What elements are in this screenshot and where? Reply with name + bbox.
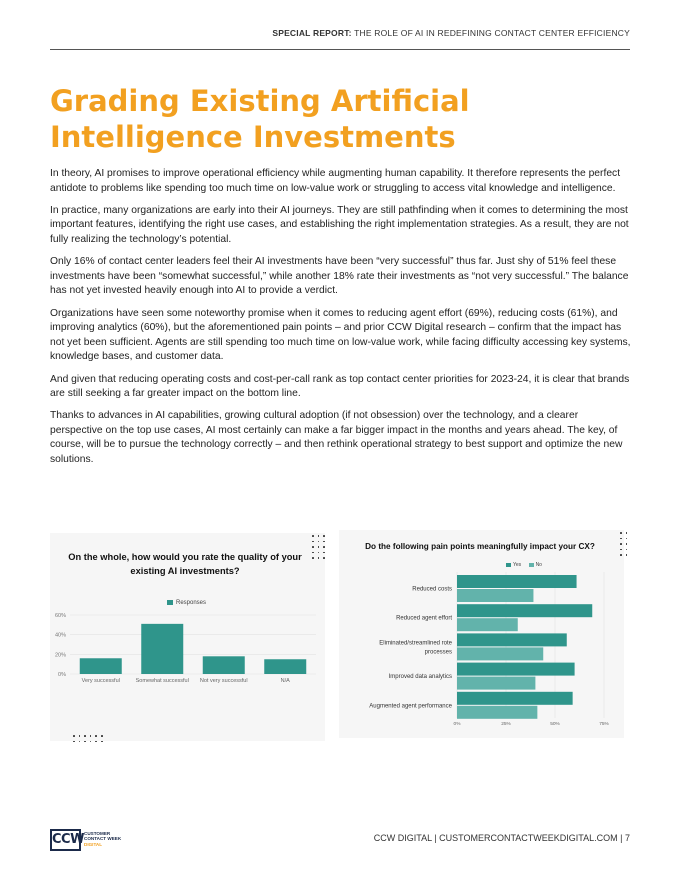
bar — [457, 604, 592, 617]
rating-chart-title: On the whole, how would you rate the quality of your existing AI investments? — [68, 552, 302, 576]
logo-line: DIGITAL — [84, 841, 103, 847]
x-tick-label: 50% — [550, 722, 560, 727]
category-label: Improved data analytics — [388, 674, 452, 681]
rating-bar-chart — [50, 533, 325, 741]
bar — [457, 589, 533, 602]
bar — [457, 677, 535, 690]
category-label: processes — [424, 649, 452, 656]
category-label: Reduced agent effort — [396, 615, 452, 622]
paragraph: In theory, AI promises to improve operational efficiency while augmenting human capability. It therefore represents the perfect antidote to problems like spending too much time on low-value work or struggling to access vital knowledge and intelligence. — [50, 168, 621, 194]
bar — [457, 618, 518, 631]
legend-label: Responses — [176, 600, 207, 607]
logo-mark: CCW — [50, 829, 81, 851]
paragraph: Organizations have seen some noteworthy promise when it comes to reducing agent effort (69%), reducing costs (61%), and improving analytics (60%), but the aforementioned pain points – and prior CCW Digital research – confirm that the impact has not yet been sufficient. Agents are still spending too much time on low-value work, while facing difficulty accessing key systems, knowledge bases, and customer data. — [50, 307, 631, 363]
page-title: Grading Existing Artificial Intelligence Investments — [50, 84, 470, 154]
legend-label-no: No — [535, 562, 542, 568]
article-body — [50, 167, 633, 475]
bar — [457, 575, 577, 588]
footer-text: CCW DIGITAL | CUSTOMERCONTACTWEEKDIGITAL.COM | 7 — [373, 833, 630, 843]
logo-line: CONTACT WEEK — [84, 836, 122, 842]
x-tick-label: 25% — [501, 722, 511, 727]
report-header — [50, 28, 630, 38]
report-title: THE ROLE OF AI IN REDEFINING CONTACT CENTER EFFICIENCY — [351, 28, 630, 38]
x-tick-label: 75% — [599, 722, 609, 727]
report-label: SPECIAL REPORT: — [272, 28, 352, 38]
bar — [457, 706, 537, 719]
bar — [80, 658, 122, 674]
category-label: Eliminated/streamlined rote — [379, 640, 452, 647]
bar — [264, 659, 306, 674]
bar — [457, 633, 567, 646]
header-divider — [50, 49, 630, 50]
x-tick-label: Somewhat successful — [135, 678, 189, 684]
bar — [141, 624, 183, 674]
paragraph: Only 16% of contact center leaders feel their AI investments have been “very successful” thus far. Just shy of 51% feel these investments have been “somewhat successful,” while another 18% rate their investments as “not very successful.” The balance has not yet invested heavily enough into AI to provide a verdict. — [50, 256, 629, 297]
bar — [457, 647, 543, 660]
x-tick-label: N/A — [280, 678, 290, 684]
bar — [457, 692, 573, 705]
category-label: Reduced costs — [412, 586, 452, 593]
bar — [457, 663, 575, 676]
paragraph: Thanks to advances in AI capabilities, growing cultural adoption (if not obsession) over the technology, and a clearer perspective on the top use cases, AI most certainly can make a far bigger impact in the months and years ahead. The key, of course, will be to pursue the technology correctly – and then rethink operational strategy to best support and optimize the new solutions. — [50, 410, 623, 466]
x-tick-label: 0% — [453, 722, 461, 727]
x-tick-label: Not very successful — [199, 678, 248, 684]
y-tick-label: 0% — [58, 672, 66, 678]
logo-wordmark — [84, 831, 121, 847]
decorative-dots — [73, 735, 103, 742]
bar — [203, 656, 245, 674]
y-tick-label: 20% — [54, 652, 66, 659]
pain-points-bar-chart — [339, 530, 624, 738]
y-tick-label: 60% — [54, 613, 66, 619]
paragraph: And given that reducing operating costs and cost-per-call rank as top contact center priorities for 2023-24, it is clear that brands are still seeking a far greater impact on the bottom line. — [50, 373, 630, 400]
paragraph: In practice, many organizations are early into their AI journeys. They are still pathfinding when it comes to determining the most important features, identifying the right use cases, and establishing the right implementation strategies. As a result, they are not fully realizing the technology’s potential. — [50, 204, 629, 245]
legend-label-yes: Yes — [513, 562, 522, 568]
pain-points-chart-title: Do the following pain points meaningfully impact your CX? — [365, 542, 595, 551]
y-tick-label: 40% — [54, 632, 66, 639]
category-label: Augmented agent performance — [369, 703, 452, 710]
logo-line: CUSTOMER — [84, 831, 111, 836]
x-tick-label: Very successful — [81, 678, 120, 684]
